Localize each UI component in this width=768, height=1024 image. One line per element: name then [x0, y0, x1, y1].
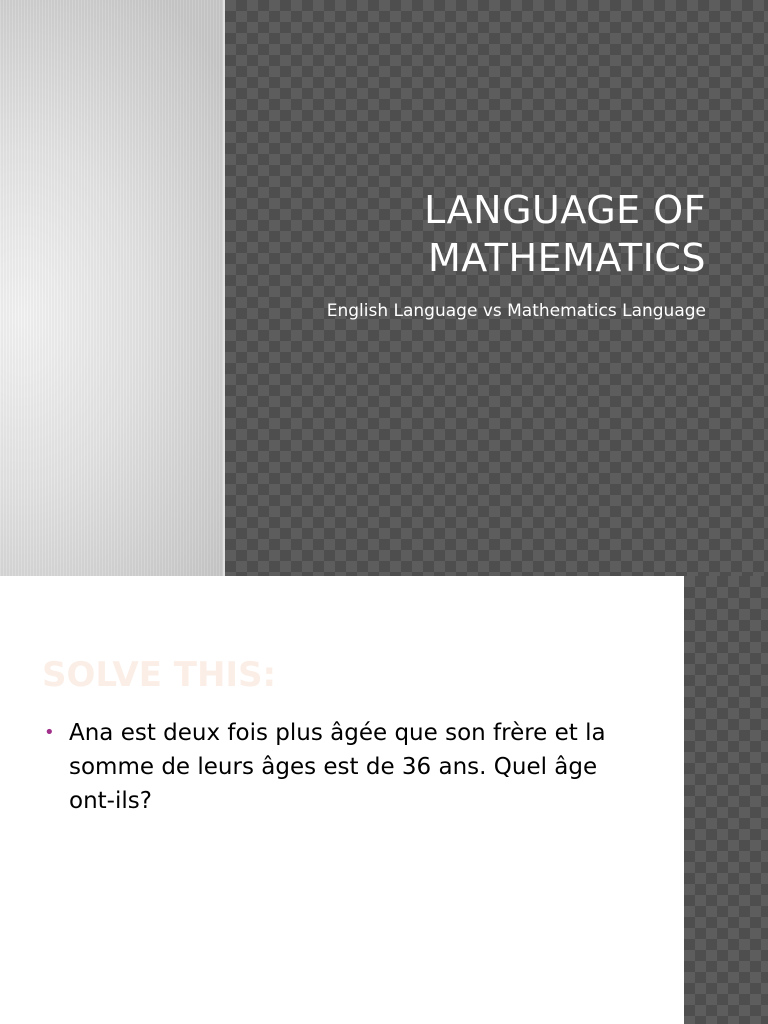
- slide-heading: SOLVE THIS:: [42, 655, 277, 695]
- bullet-dot-icon: •: [44, 722, 55, 743]
- bullet-text: Ana est deux fois plus âgée que son frère et la somme de leurs âges est de 36 ans. Quel âge ont-ils?: [69, 720, 606, 814]
- right-pattern-strip: [684, 576, 768, 1024]
- slide-title: LANGUAGE OF MATHEMATICS: [424, 188, 706, 280]
- patterned-title-panel: [225, 0, 768, 576]
- slide-subtitle: English Language vs Mathematics Language: [326, 301, 706, 321]
- bullet-list: [44, 716, 634, 818]
- left-gradient-panel: [0, 0, 223, 576]
- content-slide: [0, 576, 768, 1024]
- list-item: [44, 716, 634, 818]
